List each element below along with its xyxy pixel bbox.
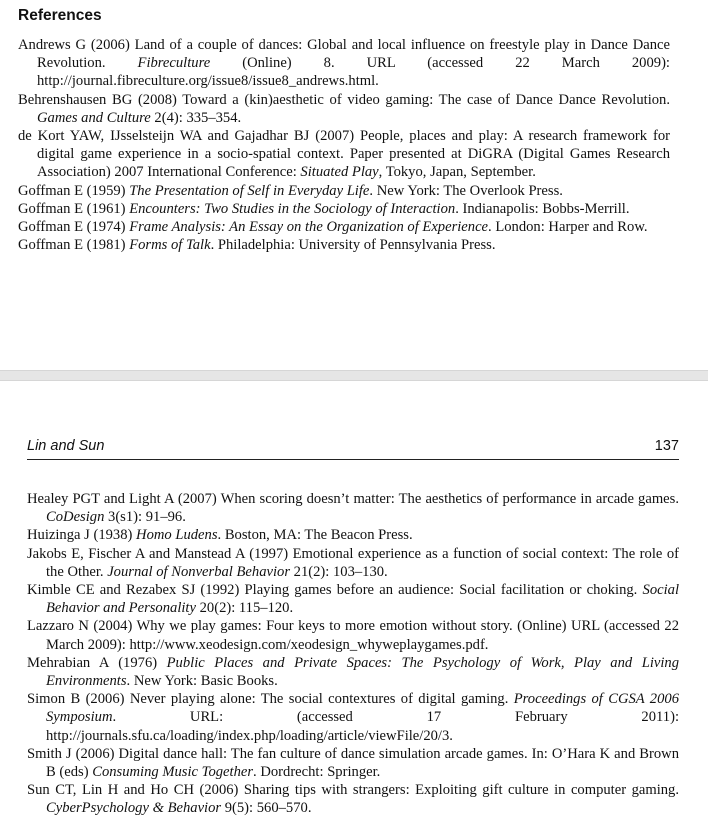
reference-text: Goffman E (1959) — [18, 182, 130, 199]
reference-text: 9(5): 560–570. — [221, 800, 312, 817]
reference-text: Sun CT, Lin H and Ho CH (2006) Sharing tips with strangers: Exploiting gift culture in computer gaming. — [27, 782, 679, 799]
reference-entry — [18, 36, 670, 91]
reference-entry — [18, 182, 670, 200]
reference-text: . New York: The Overlook Press. — [369, 182, 563, 199]
reference-entry — [18, 218, 670, 236]
reference-text: (Online) 8. URL (accessed 22 March 2009): http://journal.fibreculture.org/issue8/issue8_andrews.html. — [37, 55, 670, 90]
reference-entry — [27, 745, 679, 781]
reference-list-top — [18, 36, 670, 254]
reference-title: Social Behavior and Personality — [46, 582, 679, 617]
reference-text: Lazzaro N (2004) Why we play games: Four keys to more emotion without story. (Online) URL (accessed 22 March 2009): http://www.xeodesign.com/xeodesign_whyweplaygames.pdf. — [27, 618, 679, 653]
reference-text: Huizinga J (1938) — [27, 527, 137, 544]
reference-text: . New York: Basic Books. — [126, 673, 278, 690]
reference-entry — [27, 526, 679, 544]
reference-text: 2(4): 335–354. — [150, 109, 242, 126]
reference-title: Homo Ludens — [136, 527, 218, 544]
reference-text: 21(2): 103–130. — [290, 563, 388, 580]
reference-text: . URL: (accessed 17 February 2011): http://journals.sfu.ca/loading/index.php/loading/article/viewFile/20/3. — [46, 709, 679, 744]
reference-entry — [27, 690, 679, 745]
reference-title: CyberPsychology & Behavior — [46, 800, 222, 817]
reference-entry — [27, 581, 679, 617]
reference-title: The Presentation of Self in Everyday Life — [129, 182, 370, 199]
reference-text: Goffman E (1974) — [18, 219, 130, 236]
reference-text: . Dordrecht: Springer. — [253, 764, 381, 781]
reference-list-bottom — [27, 490, 679, 818]
reference-text: de Kort YAW, IJsselsteijn WA and Gajadhar BJ (2007) People, places and play: A research framework for digital game experience in a socio-spatial context. Paper presented at DiGRA (Digital Games Research Association) 2007 International Conference: — [18, 128, 670, 181]
reference-text: Kimble CE and Rezabex SJ (1992) Playing games before an audience: Social facilitation or choking. — [27, 582, 643, 599]
reference-entry — [27, 545, 679, 581]
reference-text: 3(s1): 91–96. — [104, 509, 186, 526]
page-number: 137 — [654, 438, 679, 454]
reference-text: Goffman E (1961) — [18, 200, 130, 217]
reference-entry — [18, 127, 670, 182]
reference-title: Forms of Talk — [129, 237, 211, 254]
reference-text: . Indianapolis: Bobbs-Merrill. — [455, 200, 630, 217]
reference-text: Andrews G (2006) Land of a couple of dances: Global and local influence on freestyle play in Dance Dance Revolution. — [18, 37, 670, 72]
page-separator — [0, 370, 708, 381]
reference-title: Games and Culture — [37, 109, 151, 126]
reference-entry — [27, 490, 679, 526]
reference-entry — [18, 200, 670, 218]
reference-text: Behrenshausen BG (2008) Toward a (kin)aesthetic of video gaming: The case of Dance Dance Revolution. — [18, 91, 670, 108]
reference-text: Simon B (2006) Never playing alone: The social contextures of digital gaming. — [27, 691, 514, 708]
running-head-authors: Lin and Sun — [27, 438, 105, 454]
reference-entry — [27, 617, 679, 653]
reference-text: Jakobs E, Fischer A and Manstead A (1997) Emotional experience as a function of social context: The role of the Other. — [27, 545, 679, 580]
reference-text: . Philadelphia: University of Pennsylvania Press. — [210, 237, 496, 254]
reference-title: Situated Play — [300, 164, 379, 181]
reference-title: Consuming Music Together — [92, 764, 254, 781]
reference-text: Goffman E (1981) — [18, 237, 130, 254]
reference-text: . Boston, MA: The Beacon Press. — [217, 527, 413, 544]
running-head — [27, 437, 679, 460]
reference-entry — [18, 91, 670, 127]
reference-title: Journal of Nonverbal Behavior — [107, 563, 291, 580]
reference-text: . London: Harper and Row. — [488, 219, 648, 236]
reference-text: 20(2): 115–120. — [195, 600, 294, 617]
reference-title: Encounters: Two Studies in the Sociology of Interaction — [129, 200, 456, 217]
reference-text: Healey PGT and Light A (2007) When scoring doesn’t matter: The aesthetics of performance in arcade games. — [27, 491, 679, 507]
reference-entry — [27, 654, 679, 690]
page-top — [0, 0, 708, 370]
reference-title: Frame Analysis: An Essay on the Organization of Experience — [129, 219, 489, 236]
references-heading: References — [18, 7, 102, 24]
reference-title: Fibreculture — [137, 55, 211, 72]
reference-title: Public Places and Private Spaces: The Psychology of Work, Play and Living Environments — [46, 654, 680, 690]
reference-text: Smith J (2006) Digital dance hall: The fan culture of dance simulation arcade games. In: O’Hara K and Brown B (eds) — [27, 745, 679, 781]
reference-entry — [18, 236, 670, 254]
reference-title: Proceedings of CGSA 2006 Symposium — [46, 691, 679, 726]
reference-title: CoDesign — [46, 509, 105, 526]
reference-text: , Tokyo, Japan, September. — [378, 164, 536, 181]
reference-entry — [27, 781, 679, 817]
reference-text: Mehrabian A (1976) — [27, 654, 167, 671]
